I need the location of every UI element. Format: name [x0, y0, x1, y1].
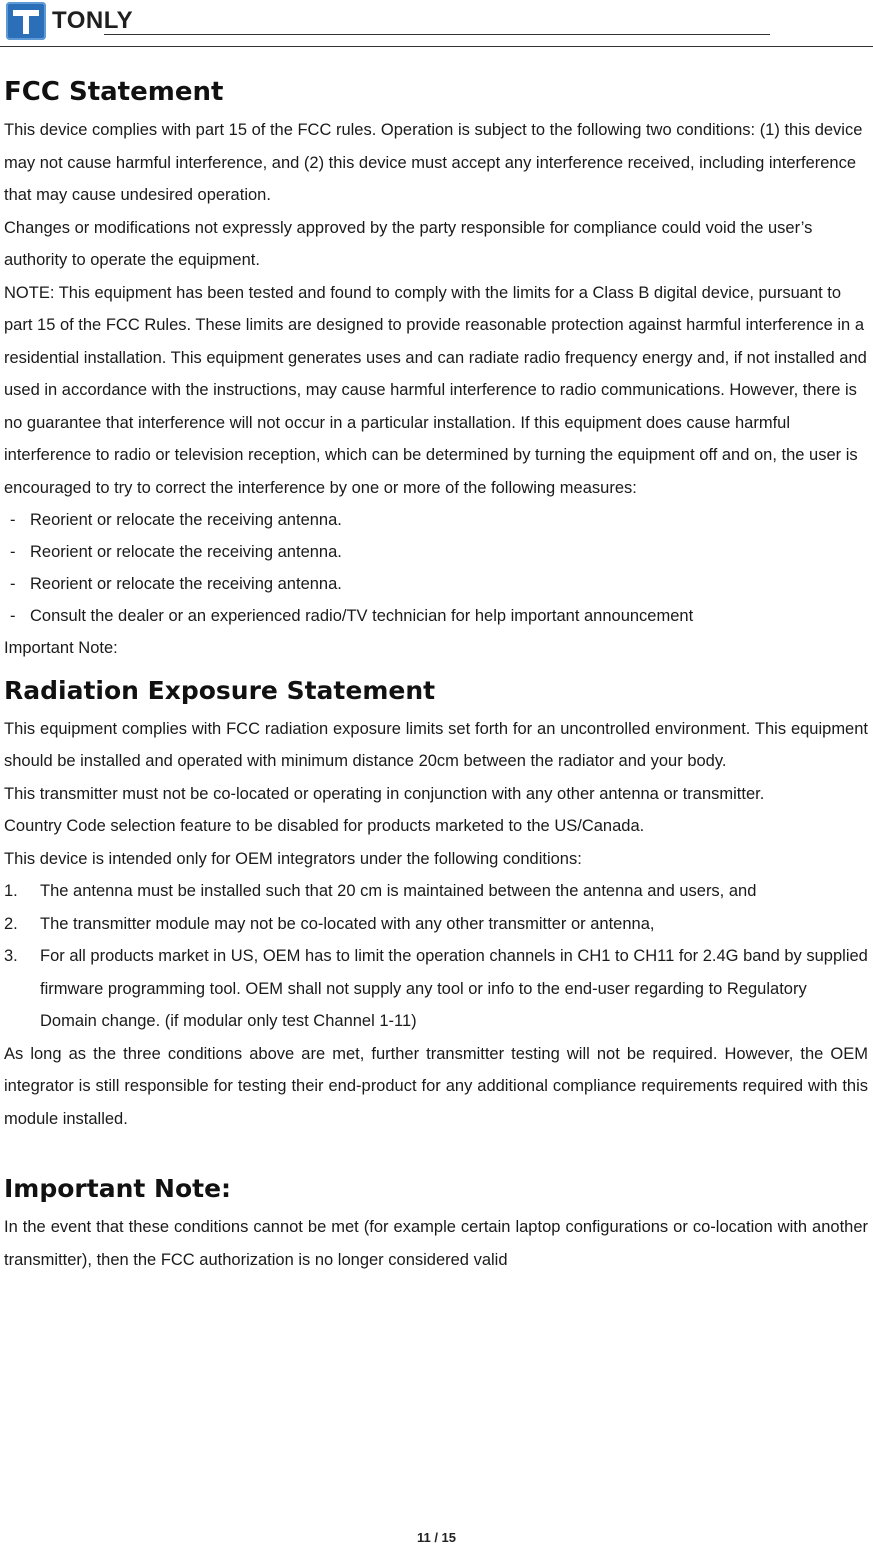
list-item: - Consult the dealer or an experienced radio/TV technician for help important announcement	[4, 600, 868, 632]
radiation-para-country-code: Country Code selection feature to be disabled for products marketed to the US/Canada.	[4, 817, 645, 835]
list-item: 1. The antenna must be installed such that 20 cm is maintained between the antenna and users, and	[4, 882, 757, 900]
radiation-para-colocation: This transmitter must not be co-located or operating in conjunction with any other antenna or transmitter.	[4, 784, 765, 803]
list-item: - Reorient or relocate the receiving antenna.	[4, 568, 868, 600]
bullet-marker: -	[10, 607, 16, 625]
page-number: 11 / 15	[416, 1530, 457, 1545]
list-item: 2. The transmitter module may not be co-located with any other transmitter or antenna,	[4, 914, 655, 933]
list-item: - Reorient or relocate the receiving antenna.	[4, 504, 868, 536]
bullet-marker: -	[10, 575, 16, 593]
important-note-para: In the event that these conditions cannot be met (for example certain laptop configurations or co-location with another transmitter), then the FCC authorization is no longer considered valid	[4, 1218, 868, 1269]
important-note-title: Important Note:	[4, 1174, 232, 1203]
fcc-para-conditions: This device complies with part 15 of the FCC rules. Operation is subject to the following two conditions: (1) this device may not cause harmful interference, and (2) this device must accept any interference received, including interference that may cause undesired operation.	[4, 121, 863, 204]
header-divider	[0, 46, 873, 47]
radiation-para-oem: This device is intended only for OEM integrators under the following conditions:	[4, 849, 582, 868]
fcc-para-note: NOTE: This equipment has been tested and found to comply with the limits for a Class B digital device, pursuant to part 15 of the FCC Rules. These limits are designed to provide reasonable protection against harmful interference in a residential installation. This equipment generates uses and can radiate radio frequency energy and, if not installed and used in accordance with the instructions, may cause harmful interference to radio communications. However, there is no guarantee that interference will not occur in a particular installation. If this equipment does cause harmful interference to radio or television reception, which can be determined by turning the equipment off and on, the user is encouraged to try to correct the interference by one or more of the following measures:	[4, 283, 867, 497]
list-item: 3. For all products market in US, OEM has to limit the operation channels in CH1 to CH11 for 2.4G band by supplied firmware programming tool. OEM shall not supply any tool or info to the end-user regarding to Regulatory Domain change. (if modular only test Channel 1-11)	[4, 947, 868, 1030]
fcc-para-changes: Changes or modifications not expressly approved by the party responsible for compliance could void the user’s authority to operate the equipment.	[4, 218, 813, 269]
radiation-para-limits: This equipment complies with FCC radiation exposure limits set forth for an uncontrolled environment. This equipment should be installed and operated with minimum distance 20cm between the radiator and your body.	[4, 719, 868, 770]
header-divider-thin	[104, 34, 770, 35]
important-note-label: Important Note:	[4, 639, 118, 657]
logo-text: TONLY	[52, 7, 134, 34]
bullet-marker: -	[10, 511, 16, 529]
oem-conditions-list	[4, 875, 868, 1038]
bullet-marker: -	[10, 543, 16, 561]
tonly-logo-icon	[6, 2, 46, 40]
radiation-para-testing: As long as the three conditions above are met, further transmitter testing will not be required. However, the OEM integrator is still responsible for testing their end-product for any additional compliance requirements required with this module installed.	[4, 1044, 868, 1128]
fcc-measures-list	[4, 504, 868, 632]
page-header	[0, 0, 873, 48]
list-item: - Reorient or relocate the receiving antenna.	[4, 536, 868, 568]
fcc-statement-title: FCC Statement	[4, 77, 224, 107]
radiation-statement-title: Radiation Exposure Statement	[4, 675, 436, 705]
document-body	[4, 72, 868, 1276]
